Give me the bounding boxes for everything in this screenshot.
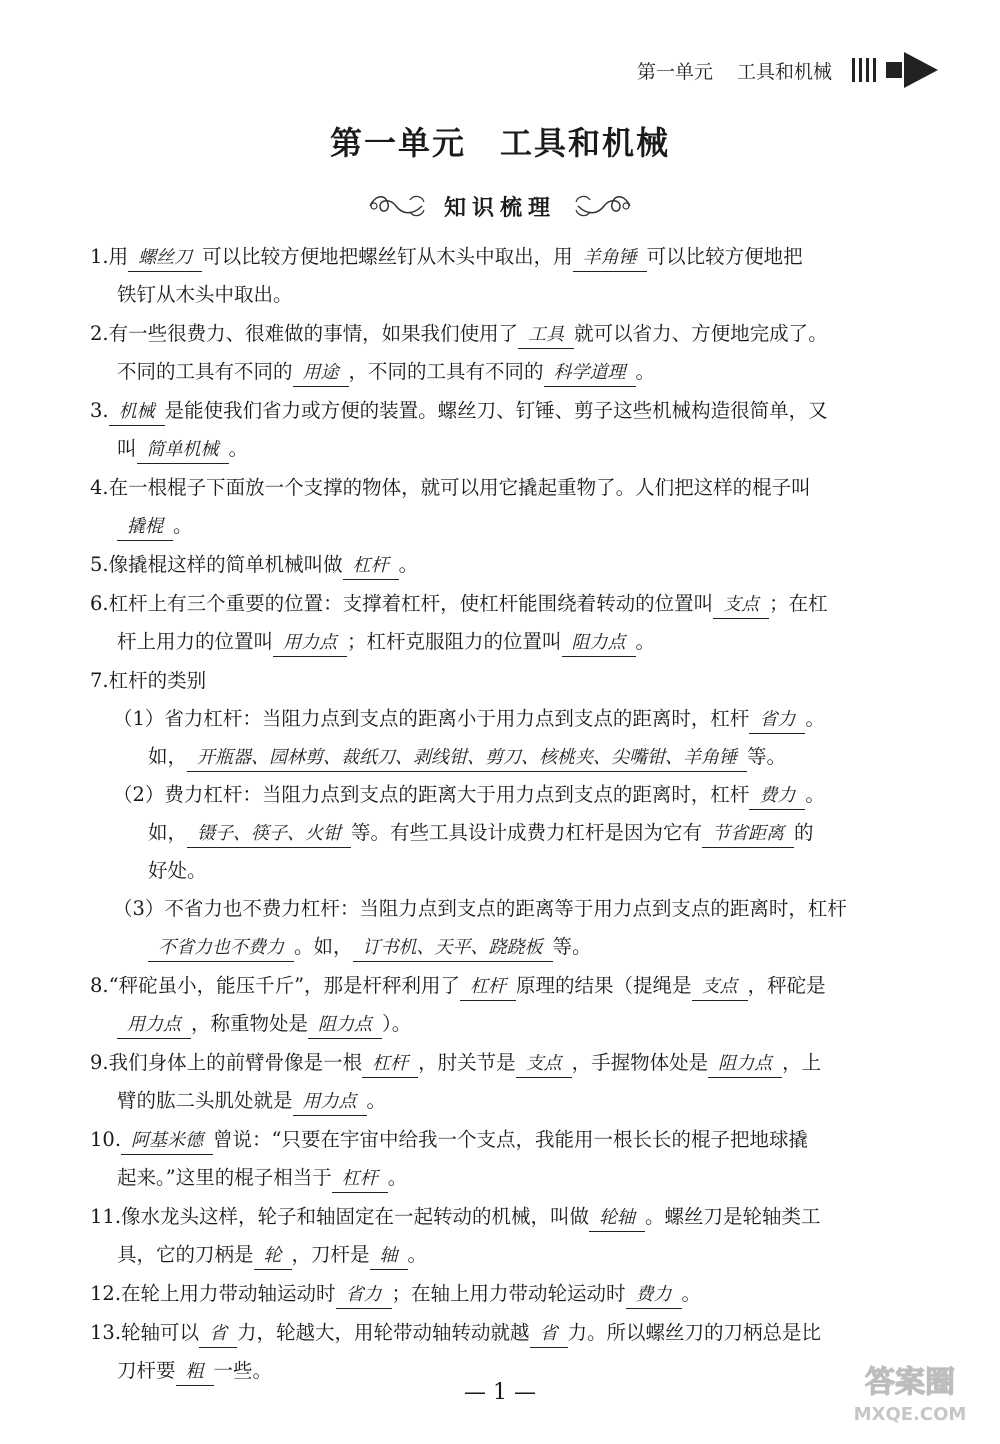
answer-blank: 杠杆: [362, 1051, 418, 1078]
question-text: 曾说：“只要在宇宙中给我一个支点，我能用一根长长的棍子把地球撬: [213, 1128, 808, 1151]
answer-blank: 订书机、天平、跷跷板: [353, 935, 553, 962]
answer-blank: 节省距离: [702, 821, 794, 848]
answer-blank: 杠杆: [460, 974, 516, 1001]
question-text: 9.我们身体上的前臂骨像是一根: [90, 1051, 363, 1074]
question-9: [90, 1044, 942, 1120]
question-text: 。: [407, 1243, 428, 1266]
answer-blank: 简单机械: [137, 437, 229, 464]
question-text: 1.用: [90, 245, 129, 268]
answer-blank: 杠杆: [343, 553, 399, 580]
answer-blank: 阿基米德: [121, 1128, 213, 1155]
question-text: 杆上用力的位置叫: [117, 630, 274, 653]
question-6: [90, 585, 942, 661]
question-text: 6.杠杆上有三个重要的位置：支撑着杠杆，使杠杆能围绕着转动的位置叫: [90, 592, 714, 615]
question-text: 的: [794, 821, 814, 844]
question-10: [90, 1121, 942, 1197]
question-text: （1）省力杠杆：当阻力点到支点的距离小于用力点到支点的距离时，杠杆: [113, 707, 750, 730]
question-text: 不同的工具有不同的: [117, 360, 293, 383]
question-text: ，不同的工具有不同的: [348, 360, 544, 383]
answer-blank: 工具: [518, 322, 574, 349]
question-text: 就可以省力、方便地完成了。: [574, 322, 828, 345]
question-text: 可以比较方便地把螺丝钉从木头中取出，用: [202, 245, 573, 268]
answer-blank: 不省力也不费力: [148, 935, 294, 962]
answer-blank: 阻力点: [708, 1051, 782, 1078]
question-text: 。: [366, 1089, 387, 1112]
right-ornament-icon: [572, 190, 634, 222]
answer-blank: 省: [199, 1321, 237, 1348]
question-text: 3.: [90, 399, 109, 422]
question-text: 一些。: [213, 1359, 273, 1382]
answer-blank: 螺丝刀: [128, 245, 202, 272]
question-11: [90, 1198, 942, 1274]
question-text: 7.杠杆的类别: [90, 669, 207, 692]
answer-blank: 杠杆: [332, 1166, 388, 1193]
header-bars-decoration: [852, 58, 876, 82]
question-text: 等。有些工具设计成费力杠杆是因为它有: [351, 821, 703, 844]
question-text: 2.有一些很费力、很难做的事情，如果我们使用了: [90, 322, 519, 345]
question-text: 10.: [90, 1128, 122, 1151]
question-text: 。: [387, 1166, 408, 1189]
answer-blank: 省: [530, 1321, 568, 1348]
question-text: 力，轮越大，用轮带动轴转动就越: [237, 1321, 530, 1344]
question-list: [90, 238, 942, 1391]
question-4: [90, 469, 942, 545]
question-3: [90, 392, 942, 468]
section-banner: [0, 190, 1000, 222]
question-text: 。: [805, 707, 825, 730]
answer-blank: 机械: [109, 399, 165, 426]
answer-blank: 支点: [692, 974, 748, 1001]
question-text: 。: [805, 783, 825, 806]
question-text: 等。: [747, 745, 787, 768]
question-text: 。螺丝刀是轮轴类工: [645, 1205, 821, 1228]
answer-blank: 省力: [749, 707, 805, 734]
watermark-top: 答案圈: [865, 1365, 955, 1400]
question-text: 。如，: [294, 935, 353, 958]
question-text: 力。所以螺丝刀的刀柄总是比: [567, 1321, 822, 1344]
answer-blank: 阻力点: [308, 1012, 382, 1039]
question-text: 叫: [117, 437, 137, 460]
answer-blank: 轮: [254, 1243, 292, 1270]
question-text: 。: [635, 360, 656, 383]
question-text: 8.“秤砣虽小，能压千斤”，那是杆秤利用了: [90, 974, 461, 997]
answer-blank: 费力: [749, 783, 805, 810]
question-text: 。: [635, 630, 656, 653]
question-text: 。: [398, 553, 419, 576]
question-8: [90, 967, 942, 1043]
answer-blank: 开瓶器、园林剪、裁纸刀、剥线钳、剪刀、核桃夹、尖嘴钳、羊角锤: [187, 745, 747, 772]
question-text: 是能使我们省力或方便的装置。螺丝刀、钉锤、剪子这些机械构造很简单，又: [164, 399, 828, 422]
answer-blank: 省力: [336, 1282, 392, 1309]
header-title: 工具和机械: [736, 60, 832, 83]
question-text: ，秤砣是: [747, 974, 826, 997]
question-text: 4.在一根棍子下面放一个支撑的物体，就可以用它撬起重物了。人们把这样的棍子叫: [90, 476, 811, 499]
question-text: 如，: [148, 821, 188, 844]
watermark-logo: [840, 1352, 980, 1428]
question-text: 铁钉从木头中取出。: [117, 283, 293, 306]
question-text: 等。: [552, 935, 592, 958]
answer-blank: 轴: [370, 1243, 408, 1270]
answer-blank: 羊角锤: [573, 245, 647, 272]
answer-blank: 阻力点: [562, 630, 636, 657]
answer-blank: 撬棍: [117, 514, 173, 541]
answer-blank: 粗: [176, 1359, 214, 1386]
question-text: 好处。: [148, 859, 207, 882]
question-5: [90, 546, 942, 584]
header-unit: 第一单元: [636, 60, 713, 83]
question-text: 刀杆要: [117, 1359, 176, 1382]
page-title: 第一单元 工具和机械: [329, 124, 670, 162]
answer-blank: 用途: [293, 360, 349, 387]
question-text: ）。: [382, 1012, 412, 1035]
question-text: ；在杠: [769, 592, 828, 615]
question-text: （3）不省力也不费力杠杆：当阻力点到支点的距离等于用力点到支点的距离时，杠杆: [113, 897, 847, 920]
answer-blank: 费力: [626, 1282, 682, 1309]
question-text: 。: [173, 514, 193, 537]
question-text: ，肘关节是: [418, 1051, 516, 1074]
answer-blank: 支点: [516, 1051, 572, 1078]
question-text: ，手握物体处是: [571, 1051, 709, 1074]
header-arrow-icon: [886, 52, 938, 88]
page-number: — 1 —: [464, 1380, 536, 1405]
answer-blank: 镊子、筷子、火钳: [187, 821, 351, 848]
left-ornament-icon: [366, 190, 428, 222]
question-2: [90, 315, 942, 391]
question-text: 具，它的刀柄是: [117, 1243, 254, 1266]
question-text: ；杠杆克服阻力的位置叫: [347, 630, 562, 653]
question-text: 13.轮轴可以: [90, 1321, 200, 1344]
question-text: ，称重物处是: [191, 1012, 309, 1035]
question-text: 11.像水龙头这样，轮子和轴固定在一起转动的机械，叫做: [90, 1205, 590, 1228]
question-text: 可以比较方便地把: [646, 245, 803, 268]
answer-blank: 用力点: [117, 1012, 191, 1039]
question-text: 如，: [148, 745, 188, 768]
question-text: 。: [681, 1282, 702, 1305]
question-text: 5.像撬棍这样的简单机械叫做: [90, 553, 343, 576]
question-text: ，上: [782, 1051, 822, 1074]
question-7: [90, 662, 942, 966]
running-header: [637, 52, 938, 88]
question-text: 起来。”这里的棍子相当于: [117, 1166, 332, 1189]
question-12: [90, 1275, 942, 1313]
answer-blank: 用力点: [273, 630, 347, 657]
answer-blank: 用力点: [293, 1089, 367, 1116]
question-text: ，刀杆是: [291, 1243, 370, 1266]
answer-blank: 支点: [713, 592, 769, 619]
question-text: 臂的肱二头肌处就是: [117, 1089, 293, 1112]
question-text: （2）费力杠杆：当阻力点到支点的距离大于用力点到支点的距离时，杠杆: [113, 783, 750, 806]
question-text: ；在轴上用力带动轮运动时: [391, 1282, 626, 1305]
watermark-bottom: MXQE.COM: [853, 1404, 967, 1425]
question-text: 。: [228, 437, 249, 460]
question-text: 原理的结果（提绳是: [516, 974, 692, 997]
answer-blank: 科学道理: [544, 360, 636, 387]
section-label: 知识梳理: [443, 194, 556, 221]
answer-blank: 轮轴: [589, 1205, 645, 1232]
question-1: [90, 238, 942, 314]
question-13: [90, 1314, 942, 1390]
question-text: 12.在轮上用力带动轴运动时: [90, 1282, 336, 1305]
